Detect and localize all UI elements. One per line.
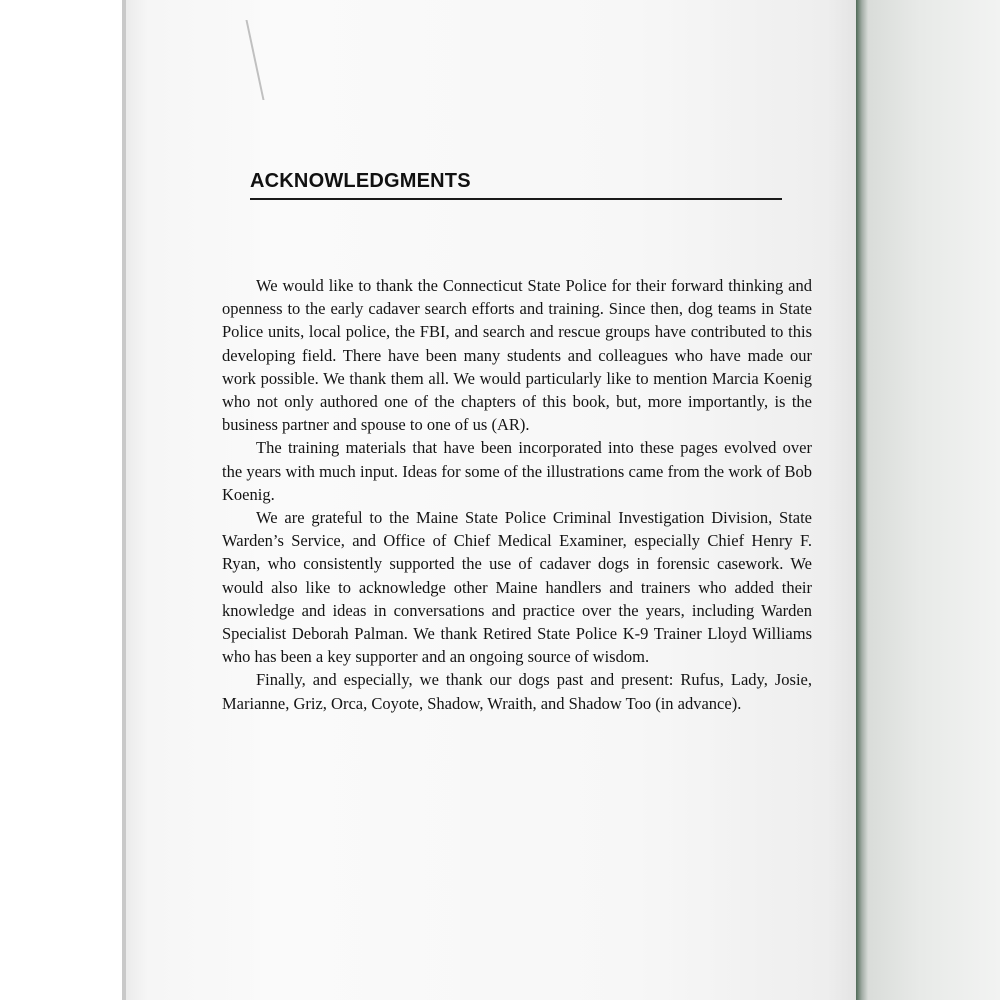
paragraph-3: We are grateful to the Maine State Police Criminal Investigation Division, State Warden’s Service, and Office of Chief Medical Examiner, especially Chief Henry F. Ryan, who consistently supported the use of cadaver dogs in forensic casework. We would also like to acknowledge other Maine handlers and trainers who added their knowledge and ideas in conversations and practice over the years, including Warden Specialist Deborah Palman. We thank Retired State Police K-9 Trainer Lloyd Williams who has been a key supporter and an ongoing source of wisdom. — [222, 508, 812, 667]
page-shadow-mark — [245, 20, 282, 100]
title-underline — [250, 198, 782, 200]
paragraph-2: The training materials that have been incorporated into these pages evolved over the years with much input. Ideas for some of the illustrations came from the work of Bob Koenig. — [222, 438, 812, 504]
acknowledgments-body — [222, 274, 812, 715]
page-title: ACKNOWLEDGMENTS — [250, 170, 471, 192]
paragraph-4: Finally, and especially, we thank our dogs past and present: Rufus, Lady, Josie, Marianne, Griz, Orca, Coyote, Shadow, Wraith, and Shadow Too (in advance). — [222, 670, 812, 713]
paragraph-1: We would like to thank the Connecticut State Police for their forward thinking and openness to the early cadaver search efforts and training. Since then, dog teams in State Police units, local police, the FBI, and search and rescue groups have contributed to this developing field. There have been many students and colleagues who have made our work possible. We thank them all. We would particularly like to mention Marcia Koenig who not only authored one of the chapters of this book, but, more importantly, is the business partner and spouse to one of us (AR). — [222, 276, 812, 435]
background-right — [868, 0, 1000, 1000]
background-left — [0, 0, 128, 1000]
